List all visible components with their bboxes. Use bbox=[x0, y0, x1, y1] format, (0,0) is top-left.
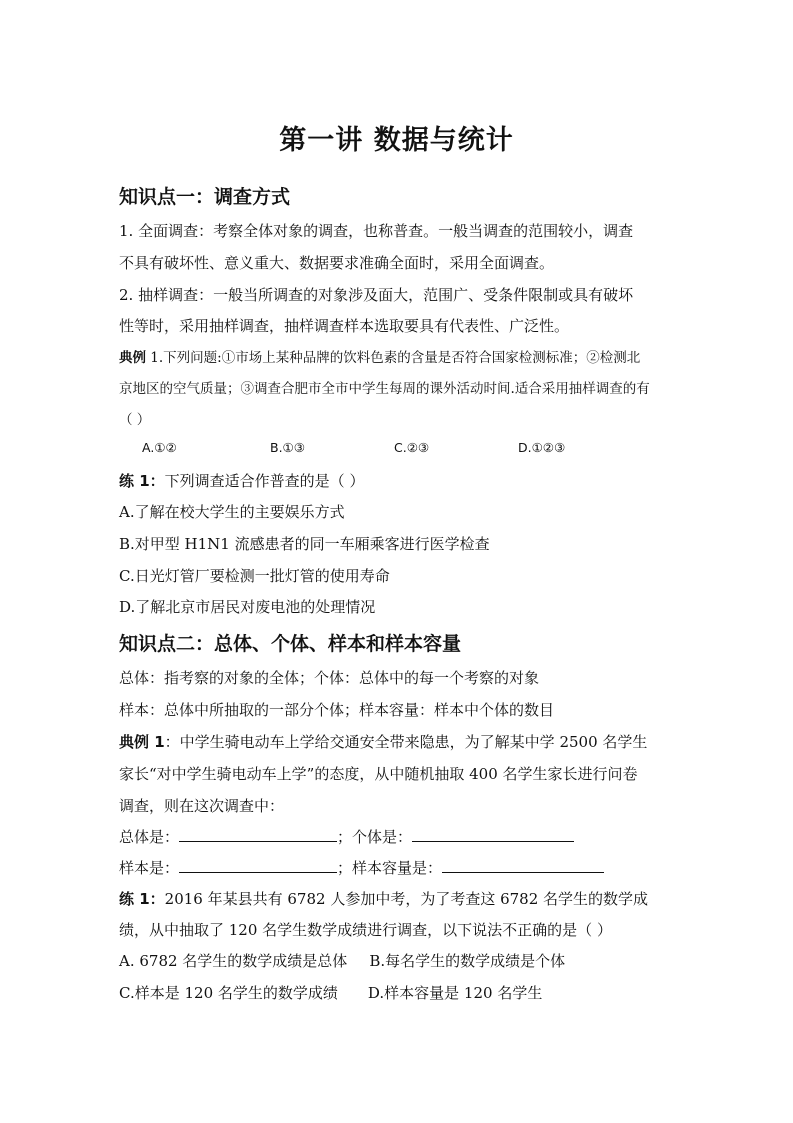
answer-blank-sample[interactable] bbox=[179, 858, 337, 873]
s2-practice-options-row1 bbox=[119, 950, 565, 971]
section1-heading: 知识点一：调查方式 bbox=[119, 186, 291, 208]
section2-heading: 知识点二：总体、个体、样本和样本容量 bbox=[119, 633, 462, 655]
option-c: C.②③ bbox=[394, 440, 430, 455]
practice-label: 练 1： bbox=[119, 890, 165, 908]
practice-option-c: C.样本是 120 名学生的数学成绩 bbox=[119, 984, 338, 1002]
s2-practice-options-row2 bbox=[119, 982, 542, 1003]
practice-option-a: A.了解在校大学生的主要娱乐方式 bbox=[119, 503, 345, 521]
option-a: A.①② bbox=[142, 440, 177, 455]
s1-example-line1 bbox=[119, 346, 640, 366]
answer-blank-capacity[interactable] bbox=[442, 858, 604, 873]
s2-example-line1 bbox=[119, 731, 647, 752]
answer-blank-total[interactable] bbox=[179, 827, 337, 842]
answer-blank-individual[interactable] bbox=[412, 827, 574, 842]
fill-row-1 bbox=[119, 826, 574, 847]
s2-definition1: 总体：指考察的对象的全体；个体：总体中的每一个考察的对象 bbox=[119, 669, 540, 687]
practice-option-b: B.每名学生的数学成绩是个体 bbox=[369, 952, 566, 970]
page-title: 第一讲 数据与统计 bbox=[279, 125, 514, 156]
example-label: 典例 bbox=[119, 350, 146, 366]
example-text: ：中学生骑电动车上学给交通安全带来隐患，为了解某中学 2500 名学生 bbox=[164, 733, 648, 751]
fill-row-2 bbox=[119, 857, 604, 878]
option-b: B.①③ bbox=[270, 440, 305, 455]
s1-para1-line1: 1. 全面调查：考察全体对象的调查，也称普查。一般当调查的范围较小，调查 bbox=[119, 222, 634, 240]
fill-individual-label: ；个体是： bbox=[337, 828, 413, 846]
option-d: D.①②③ bbox=[518, 440, 566, 455]
s1-para2-line1: 2. 抽样调查：一般当所调查的对象涉及面大，范围广、受条件限制或具有破坏 bbox=[119, 286, 634, 304]
example-text: 1.下列问题:①市场上某种品牌的饮料色素的含量是否符合国家检测标准；②检测北 bbox=[150, 350, 641, 366]
practice-option-d: D.了解北京市居民对废电池的处理情况 bbox=[119, 598, 376, 616]
practice-text: 下列调查适合作普查的是（ ） bbox=[164, 472, 365, 490]
s1-para1-line2: 不具有破坏性、意义重大、数据要求准确全面时，采用全面调查。 bbox=[119, 254, 555, 272]
fill-sample-label: 样本是： bbox=[119, 859, 180, 877]
fill-capacity-label: ；样本容量是： bbox=[337, 859, 443, 877]
s1-example-line3: （ ） bbox=[119, 412, 151, 428]
practice-label: 练 1： bbox=[119, 472, 165, 490]
s2-definition2: 样本：总体中所抽取的一部分个体；样本容量：样本中个体的数目 bbox=[119, 701, 555, 719]
practice-text: 2016 年某县共有 6782 人参加中考，为了考查这 6782 名学生的数学成 bbox=[164, 890, 649, 908]
s1-para2-line2: 性等时，采用抽样调查，抽样调查样本选取要具有代表性、广泛性。 bbox=[119, 317, 570, 335]
s1-practice-question bbox=[119, 470, 364, 491]
practice-option-c: C.日光灯管厂要检测一批灯管的使用寿命 bbox=[119, 567, 390, 585]
s1-example-line2: 京地区的空气质量；③调查合肥市全市中学生每周的课外活动时间.适合采用抽样调查的有 bbox=[119, 381, 650, 397]
s2-practice-line2: 绩，从中抽取了 120 名学生数学成绩进行调查，以下说法不正确的是（ ） bbox=[119, 921, 612, 939]
s2-practice-line1 bbox=[119, 888, 648, 909]
practice-option-b: B.对甲型 H1N1 流感患者的同一车厢乘客进行医学检查 bbox=[119, 535, 490, 553]
s2-example-line3: 调查，则在这次调查中： bbox=[119, 797, 285, 815]
s2-example-line2: 家长“对中学生骑电动车上学”的态度，从中随机抽取 400 名学生家长进行问卷 bbox=[119, 765, 638, 783]
fill-total-label: 总体是： bbox=[119, 828, 180, 846]
practice-option-d: D.样本容量是 120 名学生 bbox=[367, 984, 543, 1002]
practice-option-a: A. 6782 名学生的数学成绩是总体 bbox=[119, 952, 348, 970]
example-label: 典例 1 bbox=[119, 733, 165, 751]
